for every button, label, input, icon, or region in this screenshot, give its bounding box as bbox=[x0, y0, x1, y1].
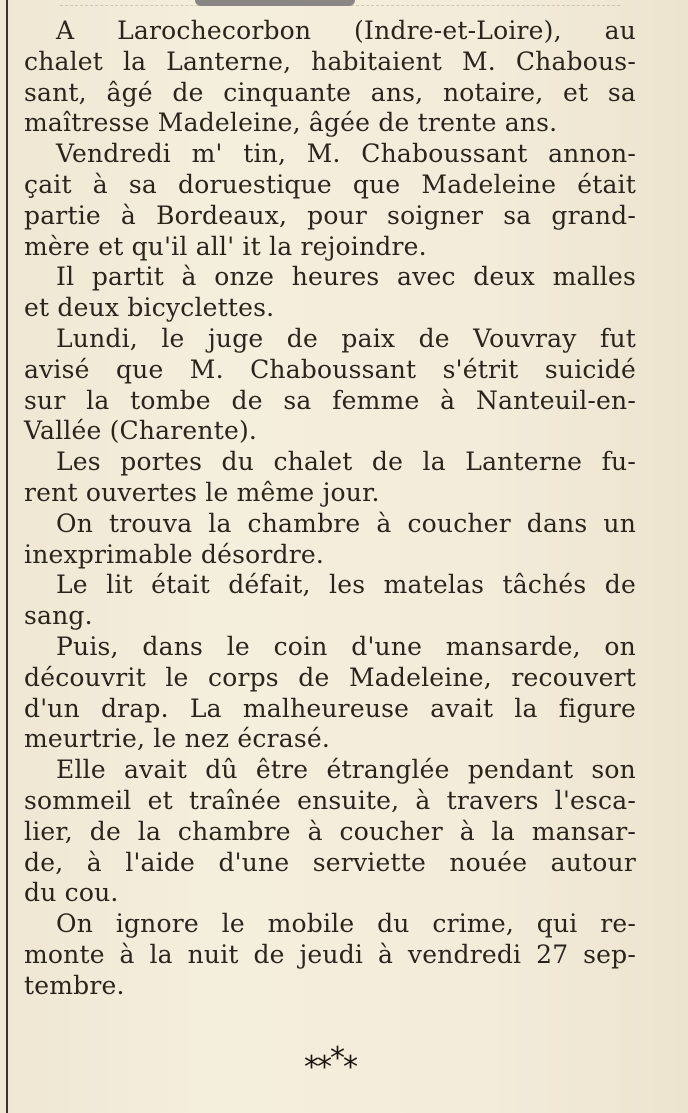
paragraph bbox=[24, 16, 636, 139]
ornament-star-right: * bbox=[343, 1050, 356, 1085]
text-line: çait à sa doruestique que Madeleine était bbox=[24, 169, 636, 199]
article-column bbox=[24, 16, 636, 1002]
section-ornament bbox=[0, 1041, 660, 1085]
text-line: On ignore le mobile du crime, qui re- bbox=[56, 909, 636, 939]
text-line: de, à l'aide d'une serviette nouée autour bbox=[24, 847, 636, 877]
text-line: sommeil et traînée ensuite, à travers l'esca- bbox=[24, 785, 636, 815]
text-line: découvrit le corps de Madeleine, recouvert bbox=[24, 662, 636, 692]
text-line: chalet la Lanterne, habitaient M. Chabous- bbox=[24, 46, 636, 76]
text-line: Puis, dans le coin d'une mansarde, on bbox=[56, 631, 636, 661]
paragraph bbox=[24, 632, 636, 755]
text-line: inexprimable désordre. bbox=[24, 539, 325, 569]
text-line: monte à la nuit de jeudi à vendredi 27 sep- bbox=[24, 939, 636, 969]
column-rule bbox=[6, 0, 8, 1113]
paragraph bbox=[24, 447, 636, 509]
text-line: Les portes du chalet de la Lanterne fu- bbox=[56, 447, 636, 477]
text-line: tembre. bbox=[24, 970, 125, 1000]
paragraph bbox=[24, 755, 636, 909]
text-line: sant, âgé de cinquante ans, notaire, et sa bbox=[24, 77, 636, 107]
paragraph bbox=[24, 909, 636, 1001]
ornament-star-middle: * bbox=[330, 1041, 343, 1076]
text-line: Vendredi m' tin, M. Chaboussant annon- bbox=[56, 139, 636, 169]
ornament-stars-left: ** bbox=[304, 1050, 330, 1085]
text-line: A Larochecorbon (Indre-et-Loire), au bbox=[56, 16, 636, 45]
paragraph bbox=[24, 139, 636, 262]
paragraph bbox=[24, 570, 636, 632]
text-line: Lundi, le juge de paix de Vouvray fut bbox=[56, 323, 636, 353]
paragraph bbox=[24, 509, 636, 571]
text-line: Elle avait dû être étranglée pendant son bbox=[56, 755, 636, 785]
text-line: Vallée (Charente). bbox=[24, 416, 258, 446]
text-line: Le lit était défait, les matelas tâchés de bbox=[56, 570, 636, 600]
text-line: avisé que M. Chaboussant s'étrit suicidé bbox=[24, 354, 636, 384]
text-line: sang. bbox=[24, 601, 93, 631]
text-line: partie à Bordeaux, pour soigner sa grand- bbox=[24, 200, 636, 230]
paragraph bbox=[24, 262, 636, 324]
text-line: maîtresse Madeleine, âgée de trente ans. bbox=[24, 108, 558, 138]
text-line: du cou. bbox=[24, 878, 119, 908]
text-line: Il partit à onze heures avec deux malles bbox=[56, 262, 636, 292]
text-line: sur la tombe de sa femme à Nanteuil-en- bbox=[24, 385, 636, 415]
text-line: et deux bicyclettes. bbox=[24, 293, 275, 323]
ink-smudge bbox=[195, 0, 355, 6]
text-line: On trouva la chambre à coucher dans un bbox=[56, 508, 636, 538]
text-line: lier, de la chambre à coucher à la mansar- bbox=[24, 816, 636, 846]
text-line: d'un drap. La malheureuse avait la figure bbox=[24, 693, 636, 723]
text-line: rent ouvertes le même jour. bbox=[24, 477, 380, 507]
text-line: mère et qu'il all' it la rejoindre. bbox=[24, 231, 427, 261]
text-line: meurtrie, le nez écrasé. bbox=[24, 724, 331, 754]
paragraph bbox=[24, 324, 636, 447]
